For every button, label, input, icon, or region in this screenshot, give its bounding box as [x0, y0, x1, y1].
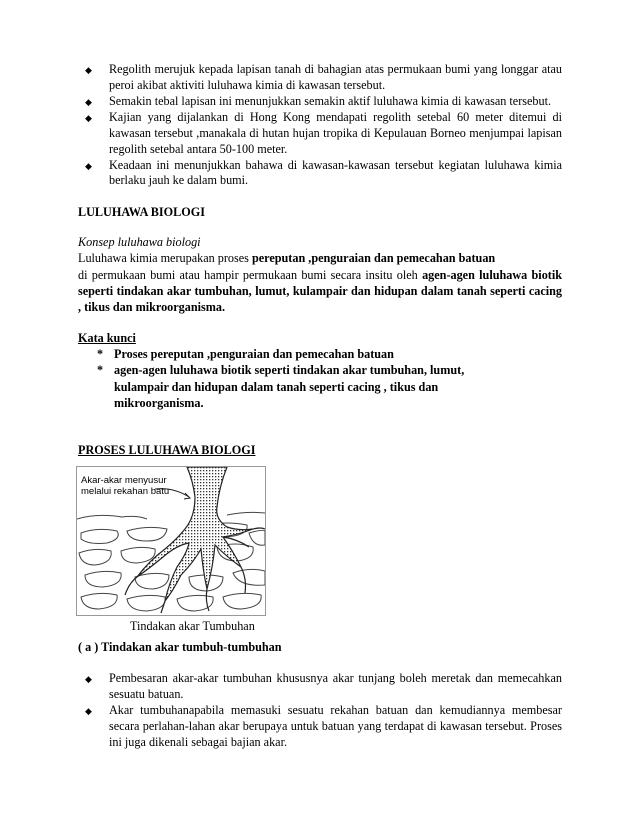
list-item-text: Semakin tebal lapisan ini menunjukkan semakin aktif luluhawa kimia di kawasan tersebut. — [109, 93, 552, 108]
list-item-text: Akar tumbuhanapabila memasuki sesuatu rekahan batuan dan kemudiannya membesar secara perlahan-lahan akar berupaya untuk batuan yang terdapat di kawasan tersebut. Proses ini juga dikenali sebagai bajian akar. — [109, 702, 562, 749]
list-item-continuation: kulampair dan hidupan dalam tanah seperti cacing , tikus dan — [114, 379, 439, 394]
kata-kunci-title: Kata kunci — [78, 331, 136, 346]
list-item — [78, 703, 562, 751]
konsep-text-2: di permukaan bumi atau hampir permukaan bumi secara insitu oleh — [78, 267, 418, 282]
list-item — [78, 110, 562, 158]
konsep-bold-1: pereputan ,penguraian dan pemecahan batuan — [251, 251, 496, 266]
list-item-text: Regolith merujuk kepada lapisan tanah di bahagian atas permukaan bumi yang longgar atau peroi akibat aktiviti luluhawa kimia di kawasan tersebut. — [109, 62, 562, 92]
bullet-icon: ◆ — [85, 705, 92, 716]
list-item-text: Pembesaran akar-akar tumbuhan khususnya akar tunjang boleh meretak dan memecahkan sesuatu batuan. — [109, 671, 562, 701]
page-content — [78, 62, 562, 458]
section-heading-proses: PROSES LULUHAWA BIOLOGI — [78, 442, 256, 457]
bullet-icon: ◆ — [85, 674, 92, 684]
star-icon: * — [97, 363, 104, 378]
konsep-text-1: Luluhawa kimia merupakan proses — [78, 251, 249, 266]
list-item — [78, 158, 562, 190]
list-item — [97, 362, 562, 378]
section-a — [78, 640, 562, 751]
list-item-text: Kajian yang dijalankan di Hong Kong mendapati regolith setebal 60 meter ditemui di kawasan tersebut ,manakala di hutan hujan tropika di Kepulauan Borneo menjumpai lapisan regolith setebal antara 50-100 meter. — [109, 109, 562, 156]
star-icon: * — [97, 347, 104, 362]
konsep-title: Konsep luluhawa biologi — [78, 235, 201, 250]
bullet-list-top — [78, 62, 562, 189]
kata-kunci-list — [78, 346, 562, 411]
list-item-text: Proses pereputan ,penguraian dan pemecahan batuan — [114, 347, 394, 362]
list-item — [97, 346, 562, 362]
root-diagram — [77, 467, 265, 615]
bullet-icon: ◆ — [85, 160, 92, 171]
figure-label-1: Akar-akar menyusur — [81, 475, 167, 486]
list-item — [78, 671, 562, 703]
section-heading-a: ( a ) Tindakan akar tumbuh-tumbuhan — [78, 640, 282, 654]
konsep-paragraph — [78, 250, 562, 315]
figure-caption: Tindakan akar Tumbuhan — [130, 619, 255, 633]
root-figure — [76, 466, 266, 616]
list-item-text: Keadaan ini menunjukkan bahawa di kawasan-kawasan tersebut kegiatan luluhawa kimia berlaku jauh ke dalam bumi. — [109, 157, 562, 188]
list-item-text: agen-agen luluhawa biotik seperti tindakan akar tumbuhan, lumut, — [114, 363, 465, 378]
list-item — [78, 94, 562, 110]
section-heading-biologi: LULUHAWA BIOLOGI — [78, 205, 205, 220]
bullet-icon: ◆ — [85, 96, 92, 107]
konsep-bold-2: agen-agen luluhawa biotik seperti tindakan akar tumbuhan, lumut, kulampair dan hidupan dalam tanah seperti cacing , tikus dan mikroorganisma. — [78, 267, 563, 314]
bullet-icon: ◆ — [85, 112, 92, 123]
bullet-icon: ◆ — [85, 65, 92, 75]
figure-label-2: melalui rekahan batu — [81, 486, 170, 497]
list-item — [78, 62, 562, 94]
list-item-continuation: mikroorganisma. — [114, 395, 204, 410]
